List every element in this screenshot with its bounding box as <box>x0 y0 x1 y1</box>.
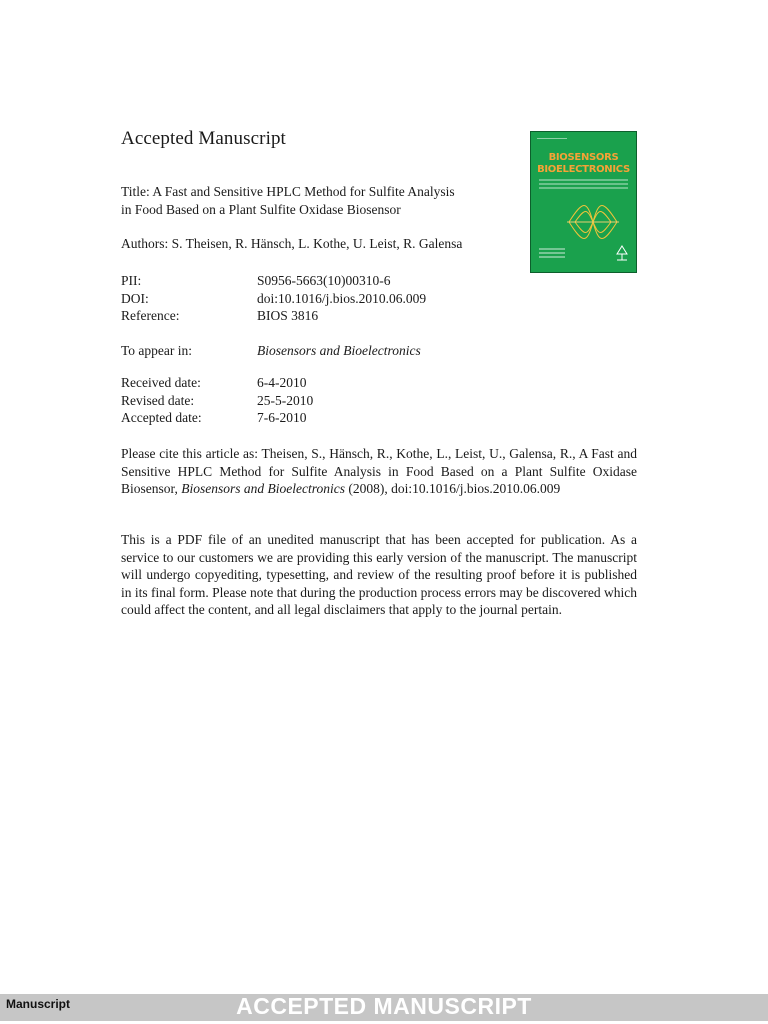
journal-cover-image <box>530 131 637 273</box>
reference-label: Reference: <box>121 308 180 323</box>
cover-header-rule <box>537 138 567 145</box>
cover-title-line-2: BIOELECTRONICS <box>537 163 630 175</box>
article-title-line-1: Title: A Fast and Sensitive HPLC Method for Sulfite Analysis <box>121 184 455 199</box>
reference-row <box>121 307 426 325</box>
revised-date-row <box>121 392 313 410</box>
cover-footer-lines <box>539 248 565 260</box>
accepted-manuscript-banner <box>0 994 768 1021</box>
doi-row <box>121 290 426 308</box>
cover-illustration <box>565 194 621 250</box>
received-date-value: 6-4-2010 <box>257 375 307 390</box>
citation-text: Please cite this article as: Theisen, S., Hänsch, R., Kothe, L., Leist, U., Galensa, R., A Fast and Sensitive HPLC Method for Sulfite Analysis in Food Based on a Plant Sulfite Oxidase Biosensor, <box>121 446 637 496</box>
article-title-line-2: in Food Based on a Plant Sulfite Oxidase Biosensor <box>121 202 401 217</box>
identifier-list <box>121 272 426 325</box>
citation-doi: (2008), doi:10.1016/j.bios.2010.06.009 <box>344 481 561 496</box>
footer-banner-text: ACCEPTED MANUSCRIPT <box>236 993 532 1019</box>
doi-value: doi:10.1016/j.bios.2010.06.009 <box>257 290 427 306</box>
revised-date-value: 25-5-2010 <box>257 392 314 408</box>
cover-title <box>531 152 636 175</box>
journal-name: Biosensors and Bioelectronics <box>257 343 421 358</box>
citation-journal: Biosensors and Bioelectronics <box>181 481 345 496</box>
reference-value: BIOS 3816 <box>257 308 319 323</box>
received-date-row <box>121 374 313 392</box>
received-date-label: Received date: <box>121 375 201 390</box>
accepted-date-value: 7-6-2010 <box>257 410 307 425</box>
citation-paragraph <box>121 445 637 498</box>
appear-in-label: To appear in: <box>121 343 193 358</box>
pii-label: PII: <box>121 273 142 288</box>
page-heading: Accepted Manuscript <box>121 128 286 149</box>
accepted-date-row <box>121 409 313 427</box>
accepted-date-label: Accepted date: <box>121 410 202 425</box>
cover-subtitle-lines <box>539 179 628 191</box>
pii-value: S0956-5663(10)00310-6 <box>257 273 391 288</box>
publisher-logo-icon <box>614 244 630 262</box>
cover-title-line-1: BIOSENSORS <box>548 152 619 163</box>
manuscript-notice: This is a PDF file of an unedited manuscript that has been accepted for publication. As a service to our customers we are providing this early version of the manuscript. The manuscript will undergo copyediting, typesetting, and review of the resulting proof before it is published in its final form. Please note that during the production process errors may be discovered which could affect the content, and all legal disclaimers that apply to the journal pertain. <box>121 532 637 617</box>
article-title <box>121 183 511 219</box>
article-authors: Authors: S. Theisen, R. Hänsch, L. Kothe, U. Leist, R. Galensa <box>121 236 463 251</box>
appear-in-row <box>121 342 421 360</box>
doi-label: DOI: <box>121 290 149 306</box>
pii-row <box>121 272 426 290</box>
date-list <box>121 374 313 427</box>
footer-manuscript-label: Manuscript <box>6 997 71 1011</box>
revised-date-label: Revised date: <box>121 392 195 408</box>
